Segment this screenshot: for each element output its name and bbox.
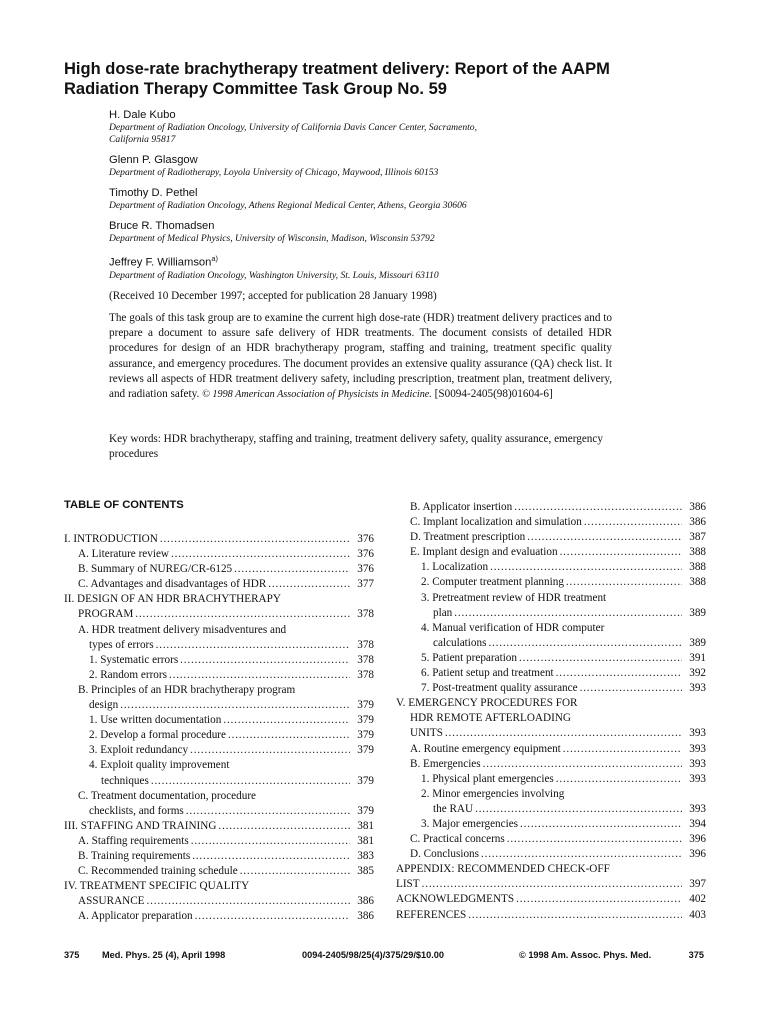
toc-page-number: 379 (357, 744, 374, 757)
footer-page-left: 375 (64, 950, 80, 960)
author-name (109, 186, 729, 200)
toc-entry-title: C. Recommended training schedule (78, 865, 238, 878)
toc-entry[interactable] (64, 834, 374, 849)
toc-page-number: 376 (357, 563, 374, 576)
toc-dot-leader (454, 606, 682, 621)
toc-entry[interactable] (396, 591, 706, 606)
toc-entry[interactable] (64, 743, 374, 758)
toc-page-number: 403 (689, 908, 706, 921)
toc-entry-title: HDR REMOTE AFTERLOADING (410, 712, 571, 725)
toc-dot-leader (483, 757, 682, 772)
toc-entry-title: types of errors (89, 638, 154, 651)
toc-dot-leader (584, 515, 682, 530)
toc-dot-leader (514, 500, 682, 515)
toc-dot-leader (556, 666, 682, 681)
toc-entry-title: 3. Pretreatment review of HDR treatment (421, 591, 607, 604)
toc-entry-title: design (89, 699, 119, 712)
author-name-text: Glenn P. Glasgow (109, 154, 198, 166)
toc-entry[interactable] (396, 500, 706, 515)
toc-entry-title: II. DESIGN OF AN HDR BRACHYTHERAPY (64, 593, 281, 606)
toc-entry[interactable] (64, 607, 374, 622)
toc-entry[interactable] (396, 606, 706, 621)
toc-entry[interactable] (64, 592, 374, 607)
toc-entry-title: 1. Localization (421, 561, 489, 574)
toc-entry[interactable] (64, 864, 374, 879)
toc-entry[interactable] (64, 683, 374, 698)
toc-page-number: 378 (357, 608, 374, 621)
toc-entry-title: B. Summary of NUREG/CR-6125 (78, 563, 233, 576)
toc-entry[interactable] (64, 774, 374, 789)
toc-entry[interactable] (396, 515, 706, 530)
toc-entry[interactable] (396, 787, 706, 802)
toc-dot-leader (120, 698, 350, 713)
toc-dot-leader (490, 560, 682, 575)
toc-left-column (64, 532, 374, 924)
toc-entry[interactable] (396, 862, 706, 877)
affiliation-line: California 95817 (109, 134, 176, 145)
toc-page-number: 393 (689, 772, 706, 785)
toc-entry-title: B. Applicator insertion (410, 501, 513, 513)
toc-entry-title: B. Principles of an HDR brachytherapy program (78, 683, 296, 696)
author-affiliation (109, 122, 729, 146)
toc-dot-leader (566, 575, 682, 590)
toc-entry-title: IV. TREATMENT SPECIFIC QUALITY (64, 880, 250, 893)
toc-entry[interactable] (64, 789, 374, 804)
toc-entry[interactable] (64, 653, 374, 668)
author-name (109, 153, 729, 167)
toc-dot-leader (156, 638, 350, 653)
toc-dot-leader (520, 817, 682, 832)
toc-entry[interactable] (396, 726, 706, 741)
toc-page-number: 378 (357, 653, 374, 666)
toc-dot-leader (192, 849, 350, 864)
toc-entry[interactable] (64, 668, 374, 683)
toc-entry-title: C. Treatment documentation, procedure (78, 789, 257, 802)
toc-dot-leader (475, 802, 682, 817)
article-title-line-1: High dose-rate brachytherapy treatment delivery: Report of the AAPM (64, 60, 610, 78)
toc-entry[interactable] (396, 560, 706, 575)
toc-entry-title: 2. Minor emergencies involving (421, 787, 565, 800)
toc-entry[interactable] (64, 758, 374, 773)
toc-entry-title: the RAU (433, 802, 474, 815)
toc-dot-leader (180, 653, 350, 668)
toc-heading: TABLE OF CONTENTS (64, 499, 184, 511)
toc-entry-title: 4. Manual verification of HDR computer (421, 621, 605, 634)
toc-entry-title: D. Treatment prescription (410, 531, 526, 544)
author-name-text: Timothy D. Pethel (109, 187, 198, 199)
toc-entry-title: C. Advantages and disadvantages of HDR (78, 578, 267, 591)
toc-entry[interactable] (64, 819, 374, 834)
author-name-text: H. Dale Kubo (109, 109, 176, 121)
toc-page-number: 379 (357, 729, 374, 742)
toc-entry[interactable] (396, 696, 706, 711)
toc-dot-leader (488, 636, 682, 651)
toc-entry[interactable] (64, 638, 374, 653)
toc-dot-leader (468, 908, 682, 923)
toc-entry[interactable] (64, 804, 374, 819)
toc-page-number: 396 (689, 848, 706, 861)
toc-entry[interactable] (396, 877, 706, 892)
toc-entry[interactable] (396, 636, 706, 651)
toc-entry[interactable] (396, 742, 706, 757)
toc-entry[interactable] (396, 847, 706, 862)
toc-dot-leader (240, 864, 350, 879)
toc-entry-title: checklists, and forms (89, 804, 184, 817)
toc-page-number: 396 (689, 833, 706, 846)
toc-entry-title: 2. Random errors (89, 668, 167, 681)
toc-page-number: 393 (689, 802, 706, 815)
toc-dot-leader (218, 819, 350, 834)
toc-entry-title: A. Literature review (78, 548, 170, 561)
toc-entry-title: B. Training requirements (78, 849, 191, 862)
toc-page-number: 393 (689, 682, 706, 695)
toc-entry-title: UNITS (410, 727, 443, 740)
toc-entry[interactable] (64, 728, 374, 743)
author-affiliation (109, 270, 729, 282)
toc-page-number: 397 (689, 878, 706, 891)
toc-entry[interactable] (64, 894, 374, 909)
toc-dot-leader (147, 894, 350, 909)
affiliation-line: Department of Radiation Oncology, University of California Davis Cancer Center, Sacramento, (109, 122, 477, 133)
toc-entry-title: PROGRAM (78, 608, 134, 621)
toc-dot-leader (481, 847, 682, 862)
affiliation-line: Department of Radiotherapy, Loyola University of Chicago, Maywood, Illinois 60153 (109, 167, 439, 178)
toc-entry[interactable] (64, 909, 374, 924)
footer-copyright: © 1998 Am. Assoc. Phys. Med. (519, 950, 652, 960)
author-name (109, 219, 729, 233)
toc-entry[interactable] (64, 562, 374, 577)
author-name-text: Jeffrey F. Williamson (109, 256, 212, 269)
toc-dot-leader (516, 892, 682, 907)
toc-entry-title: A. Staffing requirements (78, 834, 189, 847)
toc-page-number: 389 (689, 636, 706, 649)
author-affiliation (109, 200, 729, 212)
received-date: (Received 10 December 1997; accepted for publication 28 January 1998) (109, 290, 437, 302)
abstract-text: The goals of this task group are to examine the current high dose-rate (HDR) treatment delivery practices and to prepare a document to assure safe delivery of HDR treatments. The document consists of detailed HDR procedures for design of an HDR brachytherapy program, staffing and training, treatment specific quality assurance, and emergency procedures. The document provides an extensive quality assurance (QA) check list. It reviews all aspects of HDR treatment delivery safety, including prescription, treatment plan, treatment delivery, and radiation safety. (109, 312, 612, 401)
toc-page-number: 376 (357, 533, 374, 545)
toc-entry-title: 1. Use written documentation (89, 714, 222, 727)
toc-dot-leader (169, 668, 350, 683)
toc-entry-title: 3. Major emergencies (421, 817, 519, 830)
toc-dot-leader (160, 532, 350, 547)
toc-entry-title: B. Emergencies (410, 757, 481, 770)
toc-entry-title: 2. Computer treatment planning (421, 576, 564, 589)
toc-dot-leader (190, 743, 350, 758)
affiliation-line: Department of Radiation Oncology, Athens Regional Medical Center, Athens, Georgia 30606 (109, 200, 467, 211)
toc-page-number: 378 (357, 668, 374, 681)
toc-dot-leader (151, 774, 350, 789)
toc-page-number: 402 (689, 893, 706, 906)
toc-entry-title: 2. Develop a formal procedure (89, 729, 226, 742)
toc-entry[interactable] (396, 621, 706, 636)
toc-dot-leader (422, 877, 682, 892)
toc-entry[interactable] (396, 711, 706, 726)
toc-entry-title: E. Implant design and evaluation (410, 546, 558, 559)
toc-dot-leader (135, 607, 350, 622)
toc-page-number: 388 (689, 576, 706, 589)
toc-entry[interactable] (64, 547, 374, 562)
toc-page-number: 386 (357, 910, 374, 923)
author-affiliation (109, 167, 729, 179)
toc-dot-leader (563, 742, 682, 757)
footer-code: 0094-2405/98/25(4)/375/29/$10.00 (302, 950, 445, 960)
toc-dot-leader (560, 545, 682, 560)
abstract-doi: [S0094-2405(98)01604-6] (434, 388, 553, 401)
toc-page-number: 391 (689, 651, 706, 664)
toc-entry-title: LIST (396, 878, 420, 891)
toc-entry[interactable] (396, 530, 706, 545)
toc-entry-title: APPENDIX: RECOMMENDED CHECK-OFF (396, 863, 610, 876)
toc-right-column (396, 500, 706, 923)
toc-page-number: 386 (357, 895, 374, 908)
toc-entry[interactable] (396, 651, 706, 666)
toc-page-number: 379 (357, 699, 374, 712)
toc-page-number: 376 (357, 548, 374, 561)
toc-page-number: 377 (357, 578, 374, 591)
toc-dot-leader (228, 728, 350, 743)
toc-entry[interactable] (64, 532, 374, 547)
toc-page-number: 394 (689, 817, 706, 830)
toc-entry[interactable] (396, 908, 706, 923)
toc-page-number: 386 (689, 501, 706, 513)
toc-entry-title: I. INTRODUCTION (64, 533, 158, 545)
author-name (109, 108, 729, 122)
toc-entry-title: calculations (433, 636, 487, 649)
toc-page-number: 388 (689, 546, 706, 559)
toc-dot-leader (186, 804, 350, 819)
toc-entry[interactable] (64, 577, 374, 592)
toc-entry[interactable] (64, 698, 374, 713)
toc-entry[interactable] (396, 757, 706, 772)
toc-dot-leader (556, 772, 682, 787)
toc-entry-title: plan (433, 606, 453, 619)
toc-entry-title: techniques (101, 774, 149, 787)
author-affiliation (109, 233, 729, 245)
author-name-text: Bruce R. Thomadsen (109, 220, 215, 232)
abstract (109, 311, 612, 402)
toc-entry-title: ASSURANCE (78, 895, 145, 908)
toc-entry-title: A. HDR treatment delivery misadventures and (78, 623, 287, 636)
toc-page-number: 388 (689, 561, 706, 574)
toc-entry-title: 1. Systematic errors (89, 653, 179, 666)
toc-entry[interactable] (64, 623, 374, 638)
toc-page-number: 386 (689, 516, 706, 529)
toc-page-number: 393 (689, 757, 706, 770)
toc-page-number: 383 (357, 849, 374, 862)
toc-entry-title: A. Applicator preparation (78, 910, 193, 923)
toc-entry-title: REFERENCES (396, 908, 467, 921)
author-footnote-mark: a) (211, 254, 219, 263)
toc-entry[interactable] (396, 892, 706, 907)
toc-entry[interactable] (396, 832, 706, 847)
toc-entry[interactable] (396, 772, 706, 787)
toc-entry-title: C. Implant localization and simulation (410, 516, 582, 529)
toc-page-number: 393 (689, 742, 706, 755)
toc-dot-leader (580, 681, 682, 696)
toc-entry-title: 6. Patient setup and treatment (421, 667, 554, 680)
toc-page-number: 378 (357, 638, 374, 651)
toc-entry-title: V. EMERGENCY PROCEDURES FOR (396, 697, 578, 710)
toc-entry-title: A. Routine emergency equipment (410, 742, 561, 755)
author-name (109, 252, 729, 270)
footer-journal: Med. Phys. 25 (4), April 1998 (102, 950, 226, 960)
affiliation-line: Department of Medical Physics, University of Wisconsin, Madison, Wisconsin 53792 (109, 233, 435, 244)
toc-dot-leader (223, 713, 350, 728)
toc-page-number: 392 (689, 667, 706, 680)
toc-dot-leader (195, 909, 350, 924)
toc-entry-title: 1. Physical plant emergencies (421, 772, 554, 785)
toc-entry[interactable] (396, 575, 706, 590)
toc-entry-title: D. Conclusions (410, 848, 479, 861)
toc-entry-title: C. Practical concerns (410, 833, 505, 846)
toc-entry[interactable] (396, 817, 706, 832)
article-title-line-2: Radiation Therapy Committee Task Group No. 59 (64, 80, 447, 98)
toc-page-number: 381 (357, 834, 374, 847)
toc-entry[interactable] (64, 879, 374, 894)
toc-page-number: 393 (689, 727, 706, 740)
toc-page-number: 385 (357, 865, 374, 878)
toc-entry-title: 3. Exploit redundancy (89, 744, 189, 757)
toc-entry-title: ACKNOWLEDGMENTS (396, 893, 515, 906)
toc-entry[interactable] (396, 802, 706, 817)
keywords: Key words: HDR brachytherapy, staffing and training, treatment delivery safety, quality assurance, emergency procedures (109, 433, 603, 461)
toc-entry[interactable] (64, 713, 374, 728)
toc-page-number: 379 (357, 714, 374, 727)
toc-entry[interactable] (396, 666, 706, 681)
toc-dot-leader (445, 726, 682, 741)
toc-dot-leader (234, 562, 350, 577)
affiliation-line: Department of Radiation Oncology, Washington University, St. Louis, Missouri 63110 (109, 269, 439, 281)
toc-entry[interactable] (396, 545, 706, 560)
article-title (64, 59, 724, 99)
toc-page-number: 387 (689, 531, 706, 544)
toc-page-number: 379 (357, 804, 374, 817)
author-list (109, 108, 729, 289)
toc-entry-title: 5. Patient preparation (421, 651, 517, 664)
toc-dot-leader (507, 832, 682, 847)
toc-dot-leader (191, 834, 350, 849)
toc-entry-title: III. STAFFING AND TRAINING (64, 819, 217, 832)
toc-entry-title: 7. Post-treatment quality assurance (421, 682, 578, 695)
toc-dot-leader (519, 651, 682, 666)
toc-entry-title: 4. Exploit quality improvement (89, 759, 230, 772)
toc-page-number: 389 (689, 606, 706, 619)
abstract-copyright: © 1998 American Association of Physicists in Medicine. (202, 389, 432, 401)
toc-page-number: 379 (357, 774, 374, 787)
toc-dot-leader (171, 547, 350, 562)
toc-entry[interactable] (64, 849, 374, 864)
toc-page-number: 381 (357, 819, 374, 832)
toc-dot-leader (527, 530, 682, 545)
footer-page-right: 375 (688, 950, 704, 960)
toc-entry[interactable] (396, 681, 706, 696)
toc-dot-leader (268, 577, 350, 592)
